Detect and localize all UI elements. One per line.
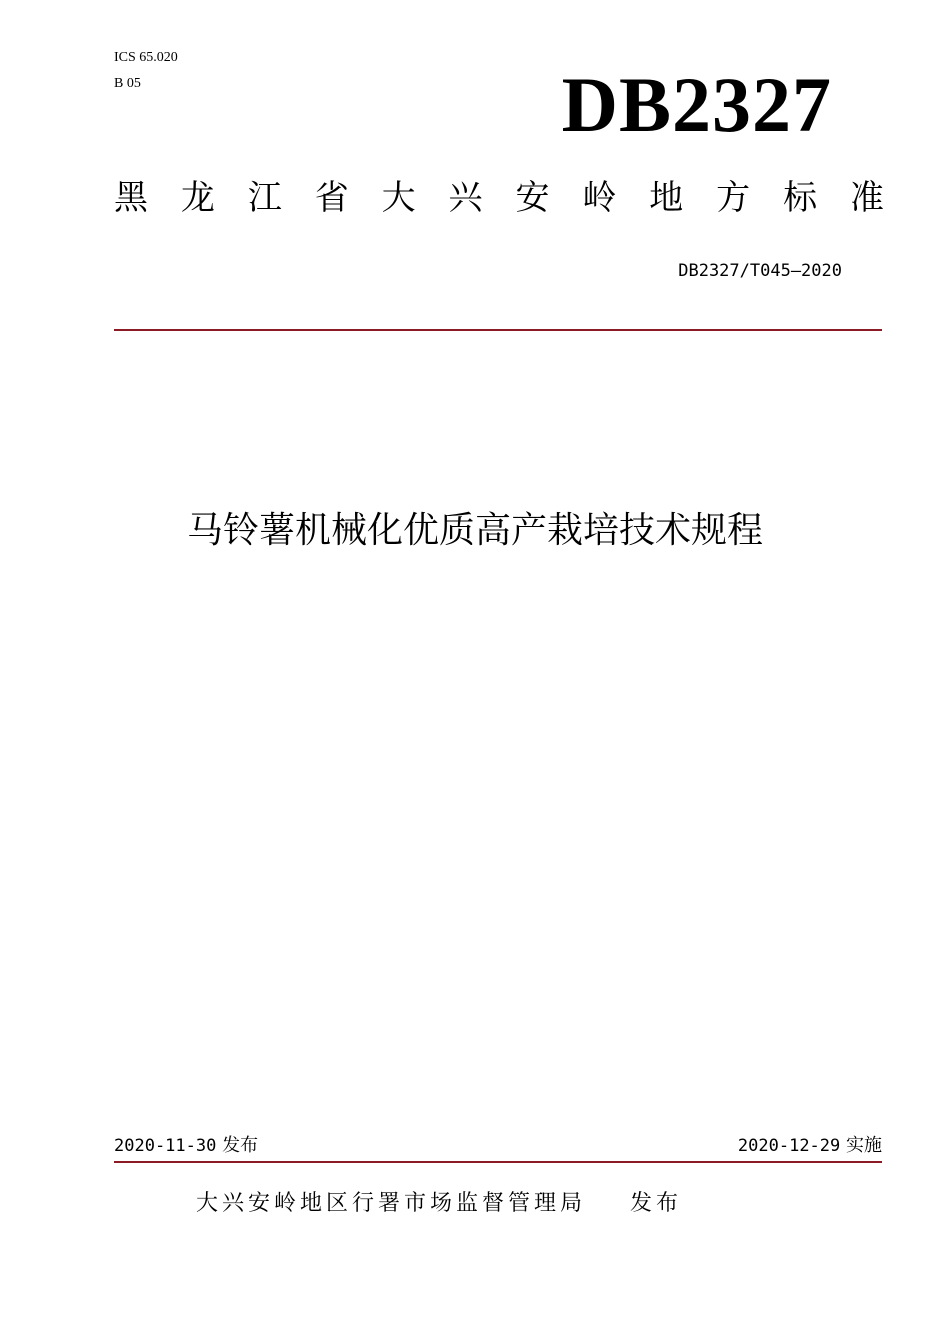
standard-type-char: 黑 <box>114 178 148 218</box>
standard-number: DB2327/T045—2020 <box>678 261 842 281</box>
publisher-name: 大兴安岭地区行署市场监督管理局 <box>196 1191 587 1216</box>
standard-type-char: 兴 <box>448 178 483 218</box>
standard-type-char: 大 <box>381 178 416 218</box>
standard-type-char: 江 <box>247 178 282 218</box>
standard-type-char: 龙 <box>180 178 215 218</box>
document-title: 马铃薯机械化优质高产栽培技术规程 <box>186 510 763 551</box>
publisher-action: 发布 <box>630 1191 683 1216</box>
implementation-label: 实施 <box>846 1135 882 1156</box>
ics-code: ICS 65.020 <box>114 50 178 65</box>
release-date: 2020-11-30 <box>114 1136 217 1156</box>
ccs-code: B 05 <box>114 76 141 91</box>
standard-type-char: 安 <box>515 178 550 218</box>
implementation-date: 2020-12-29 <box>737 1136 841 1156</box>
release-label: 发布 <box>222 1135 259 1156</box>
standard-type-char: 标 <box>783 178 818 218</box>
release-date-line <box>114 1133 258 1159</box>
standard-type-char: 地 <box>649 178 684 218</box>
standard-type-char: 准 <box>849 178 884 218</box>
standard-type-char: 方 <box>716 178 751 218</box>
standard-code: DB2327 <box>561 61 832 148</box>
standard-type-char: 省 <box>314 178 349 218</box>
header-divider <box>114 329 882 331</box>
standard-type-char: 岭 <box>582 178 617 218</box>
implementation-date-line <box>738 1133 882 1159</box>
standard-type-heading <box>114 174 884 222</box>
footer-divider <box>114 1161 882 1163</box>
publisher-line <box>196 1188 682 1220</box>
